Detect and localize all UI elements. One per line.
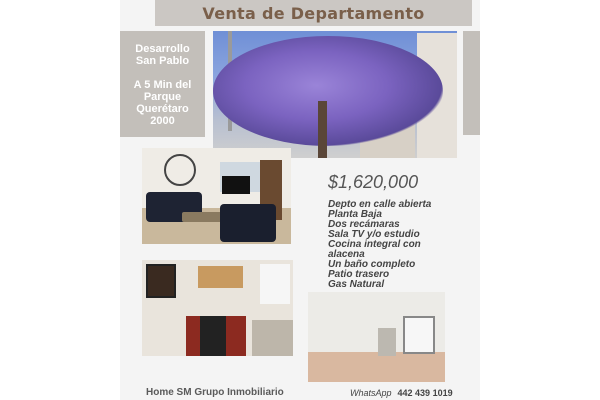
flyer (120, 0, 480, 400)
development-line-2: San Pablo (135, 55, 190, 67)
feature-item: alacena (328, 249, 365, 260)
empty-room-photo (308, 292, 445, 382)
feature-item: Planta Baja (328, 209, 382, 220)
feature-item: Gas Natural (328, 279, 385, 290)
tree-trunk-shape (318, 101, 327, 158)
stove-shape (200, 316, 226, 356)
feature-item: Sala TV y/o estudio (328, 229, 420, 240)
counter-shape (252, 320, 293, 356)
feature-item: Patio trasero (328, 269, 390, 280)
feature-item: Un baño completo (328, 259, 416, 270)
side-info-box (120, 31, 205, 137)
window-shape (260, 264, 290, 304)
distance-line-4: 2000 (150, 115, 175, 127)
development-line-1: Desarrollo (135, 43, 190, 55)
feature-item: Cocina integral con (328, 239, 421, 250)
sofa-shape (220, 204, 276, 242)
distance-line-2: Parque (143, 91, 182, 103)
floor-shape (308, 352, 445, 382)
distance-line-3: Querétaro (136, 103, 189, 115)
price: $1,620,000 (328, 172, 419, 192)
accent-strip (463, 31, 480, 135)
jacaranda-tree-photo (213, 31, 457, 158)
feature-item: Depto en calle abierta (328, 199, 432, 210)
tree-canopy-shape (213, 36, 443, 146)
cabinet-shape (198, 266, 243, 288)
features-list (328, 200, 431, 290)
distance-line-1: A 5 Min del (133, 79, 192, 91)
whatsapp-label: WhatsApp (350, 388, 392, 398)
kitchen-photo (142, 260, 293, 356)
wall-picture-shape (146, 264, 176, 298)
phone-number: 442 439 1019 (397, 388, 453, 398)
wall-clock-shape (164, 154, 196, 186)
door-shape (378, 328, 396, 356)
feature-item: Dos recámaras (328, 219, 400, 230)
coffee-table-shape (182, 212, 222, 222)
page-title: Venta de Departamento (202, 4, 425, 23)
window-shape (403, 316, 435, 354)
whatsapp-contact (350, 388, 453, 398)
agency-name: Home SM Grupo Inmobiliario (146, 387, 284, 398)
living-room-photo (142, 148, 291, 244)
tv-shape (222, 176, 250, 194)
